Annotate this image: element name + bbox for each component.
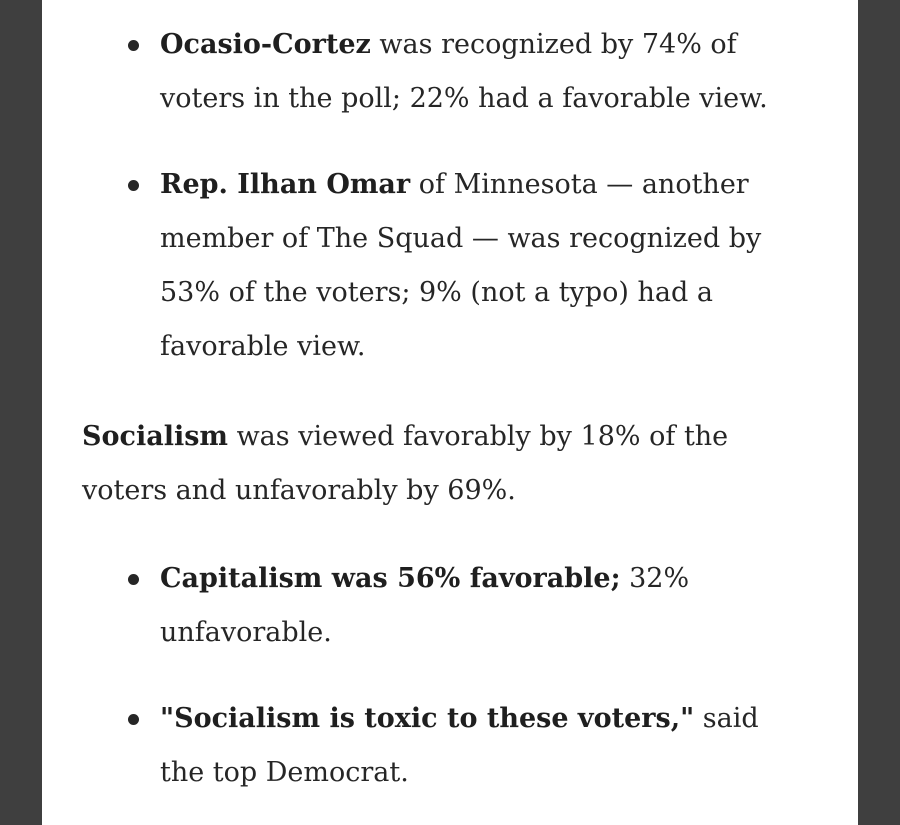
item-text: favorable view. [160,331,366,362]
item-text: member of The Squad — was recognized by [160,223,762,254]
bullet-icon [128,180,139,191]
article-page [42,0,858,825]
bullet-icon [128,40,139,51]
bold-lead: Socialism [82,421,228,452]
item-text: 53% of the voters; 9% (not a typo) had a [160,277,713,308]
paragraph-text: voters and unfavorably by 69%. [82,475,516,506]
bullet-list-bottom [82,552,812,660]
bold-lead: Ocasio-Cortez [160,29,371,60]
paragraph-socialism [82,410,812,518]
bold-lead: "Socialism is toxic to these voters," [160,703,695,734]
paragraph-text: was viewed favorably by 18% of the [227,421,729,452]
bullet-list-top [82,18,812,126]
list-item [82,18,812,126]
bullet-icon [128,714,139,725]
list-item [82,552,812,660]
bullet-icon [128,574,139,585]
item-text: said [694,703,759,734]
bold-lead: Capitalism was 56% favorable; [160,563,621,594]
item-text: voters in the poll; 22% had a favorable view. [160,83,768,114]
item-text: 32% [620,563,690,594]
item-text: the top Democrat. [160,757,409,788]
bullet-list-bottom-2 [82,692,812,800]
bullet-list-top-2 [82,158,812,374]
list-item [82,692,812,800]
item-text: was recognized by 74% of [370,29,737,60]
bold-lead: Rep. Ilhan Omar [160,169,411,200]
item-text: of Minnesota — another [410,169,749,200]
item-text: unfavorable. [160,617,332,648]
list-item [82,158,812,374]
